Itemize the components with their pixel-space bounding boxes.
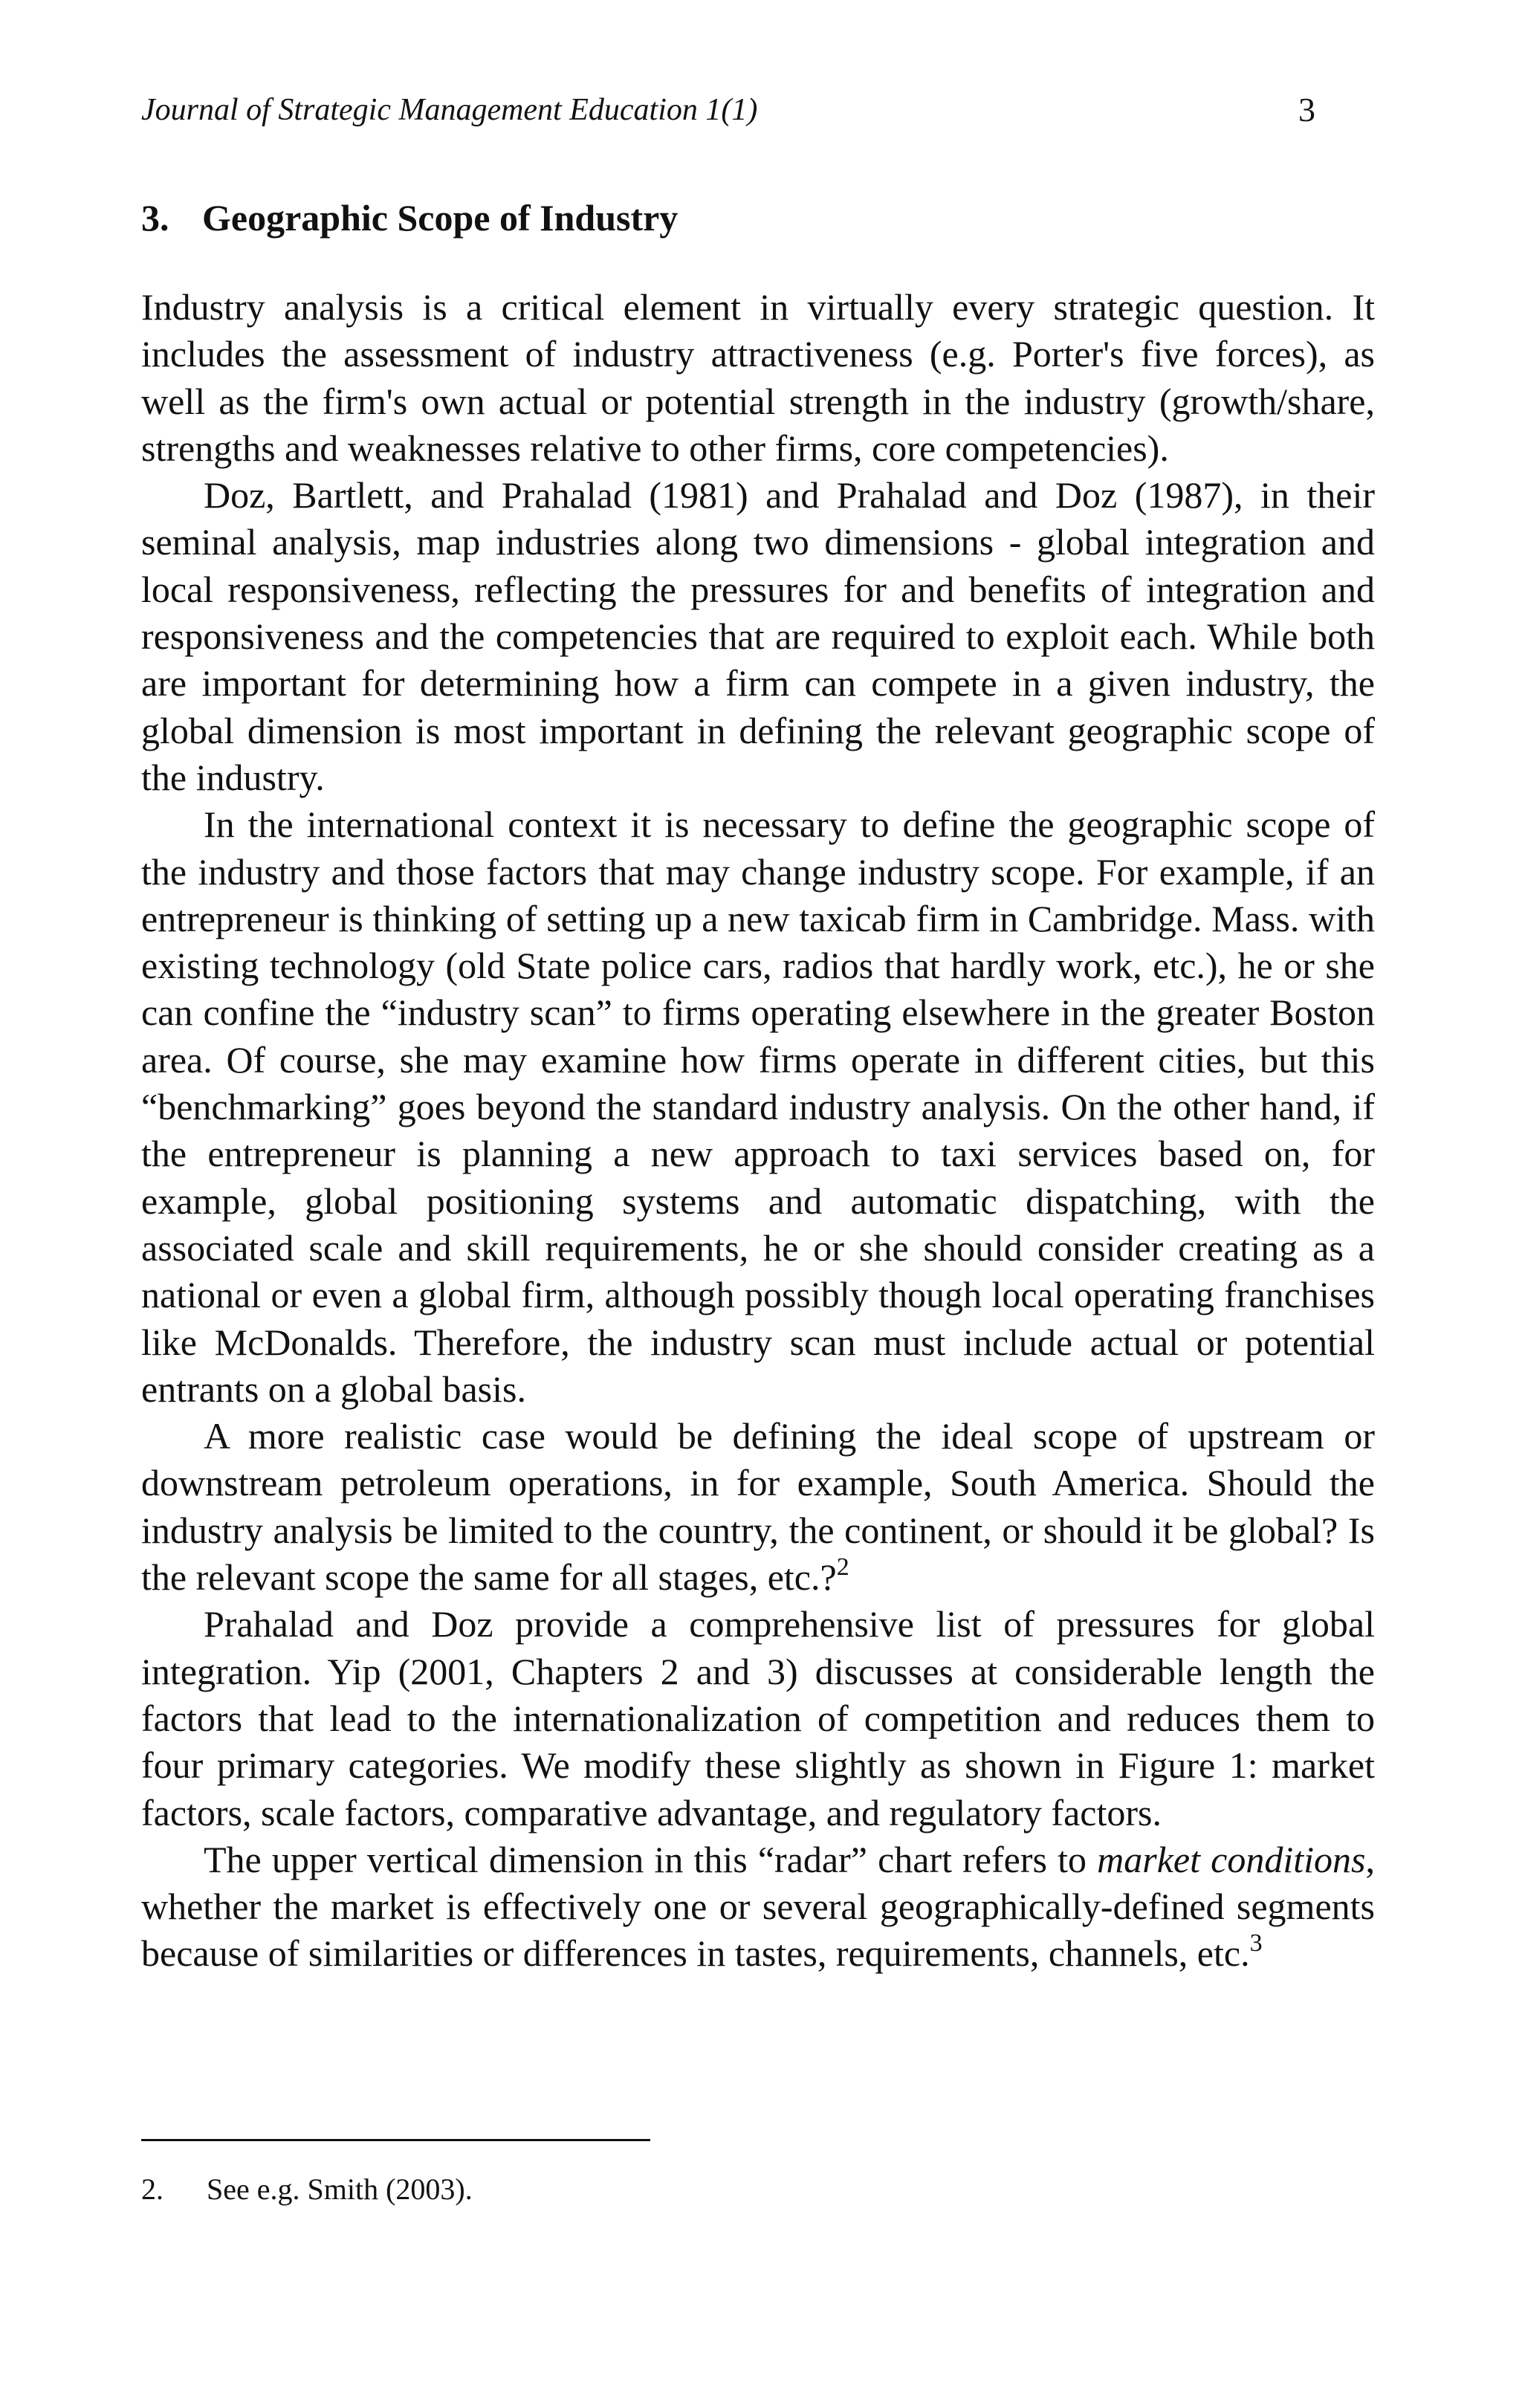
paragraph-5: Prahalad and Doz provide a comprehensive list of pressures for global integration. Yip (2001, Chapters 2 and 3) discusses at considerable length the factors that lead to the internationalization of competition and reduces them to four primary categories. We modify these slightly as shown in Figure 1: market factors, scale factors, comparative advantage, and regulatory factors. bbox=[141, 1603, 1375, 1833]
paragraph-3: In the international context it is necessary to define the geographic scope of the industry and those factors that may change industry scope. For example, if an entrepreneur is thinking of setting up a new taxicab firm in Cambridge. Mass. with existing technology (old State police cars, radios that hardly work, etc.), he or she can confine the “industry scan” to firms operating elsewhere in the greater Boston area. Of course, she may examine how firms operate in different cities, but this “benchmarking” goes beyond the standard industry analysis. On the other hand, if the entrepreneur is planning a new approach to taxi services based on, for example, global positioning systems and automatic dispatching, with the associated scale and skill requirements, he or she should consider creating as a national or even a global firm, although possibly though local operating franchises like McDonalds. Therefore, the industry scan must include actual or potential entrants on a global basis. bbox=[141, 803, 1375, 1410]
section-title: Geographic Scope of Industry bbox=[202, 197, 679, 239]
paragraph-6 bbox=[141, 1836, 1375, 1978]
page-number: 3 bbox=[1298, 91, 1315, 129]
paragraph-4 bbox=[141, 1413, 1375, 1601]
section-number: 3. bbox=[141, 197, 169, 239]
journal-title: Journal of Strategic Management Education 1(1) bbox=[141, 93, 758, 127]
paragraph-1: Industry analysis is a critical element in virtually every strategic question. It includes the assessment of industry attractiveness (e.g. Porter's five forces), as well as the firm's own actual or potential strength in the industry (growth/share, strengths and weaknesses relative to other firms, core competencies). bbox=[141, 286, 1375, 469]
paragraph-6-text-start: The upper vertical dimension in this “radar” chart refers to bbox=[204, 1838, 1098, 1880]
footnote-divider bbox=[141, 2139, 650, 2141]
paragraph-4-text: A more realistic case would be defining the ideal scope of upstream or downstream petroleum operations, in for example, South America. Should the industry analysis be limited to the country, the continent, or should it be global? Is the relevant scope the same for all stages, etc.? bbox=[141, 1415, 1375, 1599]
footnote-text: See e.g. Smith (2003). bbox=[207, 2172, 473, 2206]
section-heading bbox=[141, 192, 678, 244]
paragraph-6-text-end: , whether the market is effectively one or several geographically-defined segments because of similarities or differences in tastes, requirements, channels, etc. bbox=[141, 1838, 1375, 1975]
footnote-2 bbox=[141, 2169, 473, 2210]
paragraph-2: Doz, Bartlett, and Prahalad (1981) and Prahalad and Doz (1987), in their seminal analysis, map industries along two dimensions - global integration and local responsiveness, reflecting the pressures for and benefits of integration and responsiveness and the competencies that are required to exploit each. While both are important for determining how a firm can compete in a given industry, the global dimension is most important in defining the relevant geographic scope of the industry. bbox=[141, 474, 1375, 798]
footnote-ref-3[interactable]: 3 bbox=[1249, 1929, 1263, 1958]
body-text bbox=[141, 284, 1375, 1978]
footnote-ref-2[interactable]: 2 bbox=[836, 1553, 849, 1582]
footnote-number: 2. bbox=[141, 2172, 163, 2206]
running-header bbox=[141, 88, 1315, 140]
paragraph-6-emphasis: market conditions bbox=[1097, 1838, 1366, 1880]
